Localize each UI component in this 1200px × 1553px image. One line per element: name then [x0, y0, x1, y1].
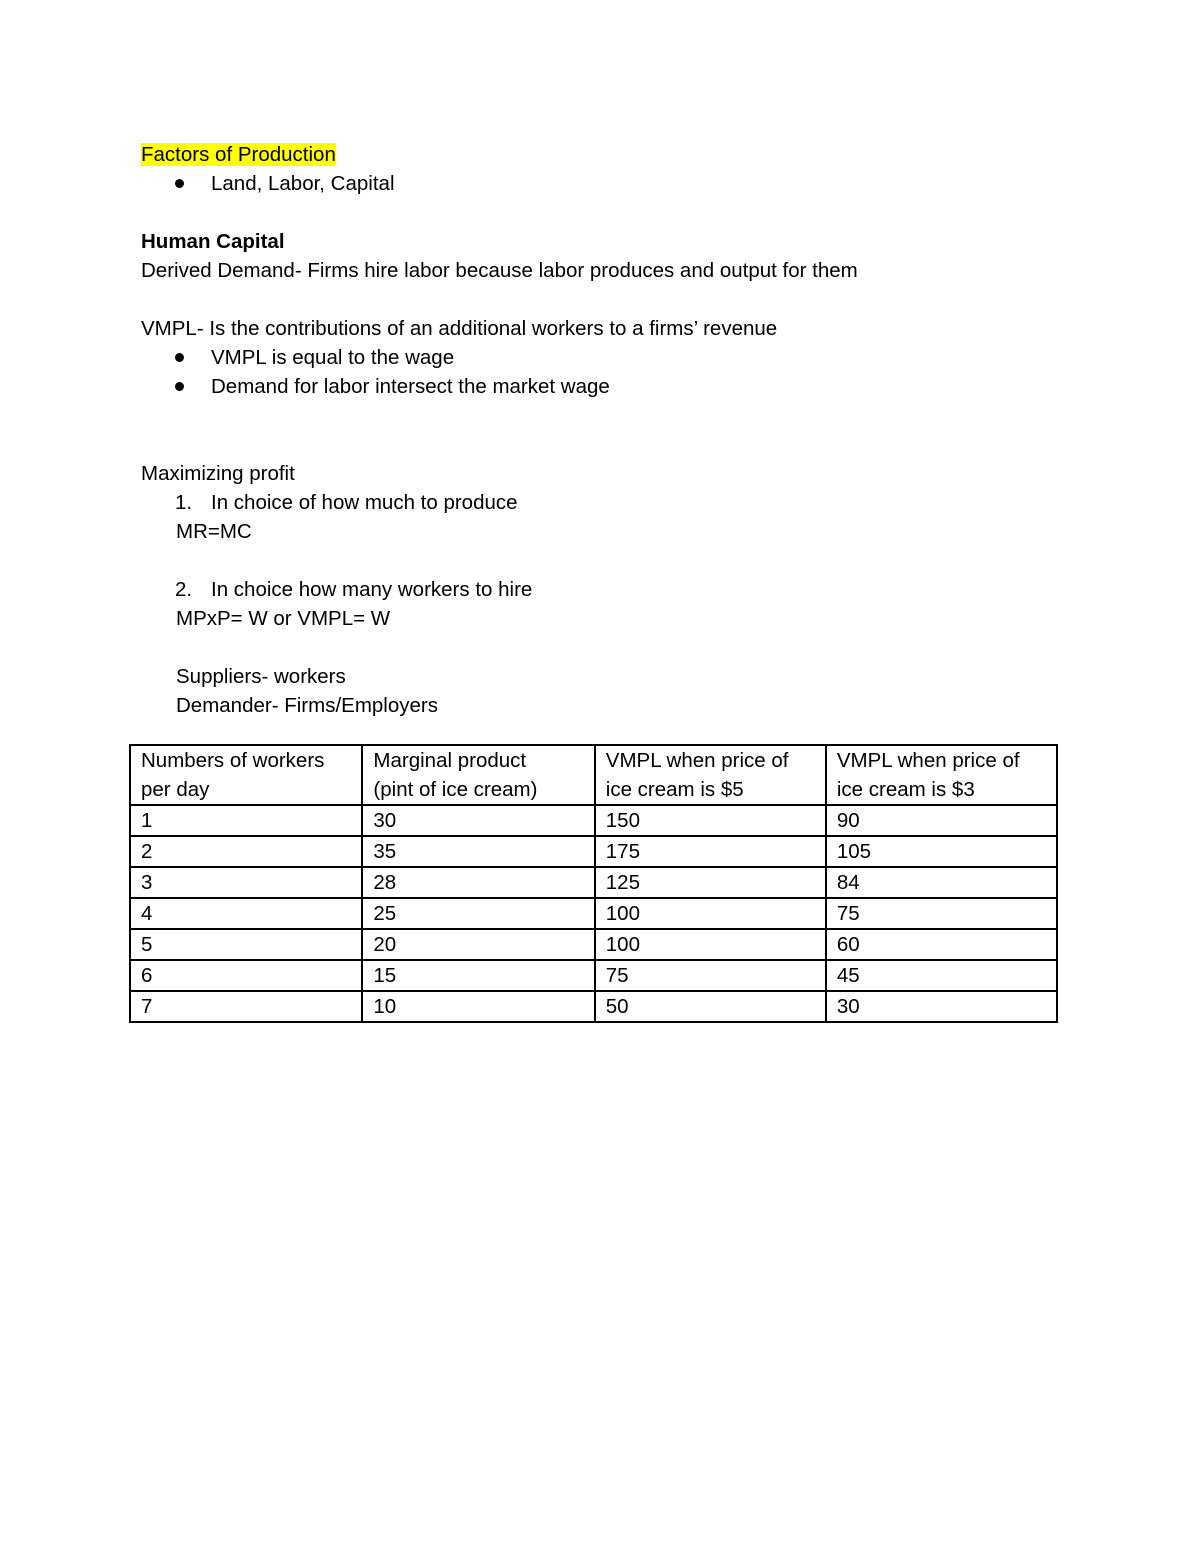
table-header-cell	[595, 745, 826, 805]
table-row	[130, 867, 1057, 898]
table-header-row	[130, 745, 1057, 805]
vmpl-bullet	[141, 372, 1081, 401]
vmpl-bullet	[141, 343, 1081, 372]
table-cell: 35	[362, 836, 594, 867]
table-cell: 3	[130, 867, 362, 898]
table-header-cell	[826, 745, 1057, 805]
table-row	[130, 960, 1057, 991]
table-cell: 1	[130, 805, 362, 836]
vmpl-bullet-text: VMPL is equal to the wage	[211, 346, 455, 369]
table-cell: 100	[595, 929, 826, 960]
table-row	[130, 836, 1057, 867]
table-header-line: per day	[141, 778, 210, 801]
table-cell: 150	[595, 805, 826, 836]
numbered-item-text: In choice how many workers to hire	[211, 578, 533, 601]
table-cell: 50	[595, 991, 826, 1022]
table-cell: 30	[826, 991, 1057, 1022]
table-header-cell	[362, 745, 594, 805]
table-cell: 28	[362, 867, 594, 898]
bullet-icon	[175, 382, 184, 391]
table-cell: 75	[826, 898, 1057, 929]
table-header-line: ice cream is $5	[605, 778, 744, 801]
table-cell: 90	[826, 805, 1057, 836]
numbered-item-detail: MPxP= W or VMPL= W	[176, 607, 391, 630]
table-cell: 75	[595, 960, 826, 991]
factors-heading-line	[141, 140, 1081, 169]
suppliers-text: Suppliers- workers	[176, 665, 346, 688]
table-cell: 84	[826, 867, 1057, 898]
table-cell: 5	[130, 929, 362, 960]
factors-bullet-text: Land, Labor, Capital	[211, 172, 395, 195]
demander-text: Demander- Firms/Employers	[176, 694, 438, 717]
table-cell: 2	[130, 836, 362, 867]
table-cell: 125	[595, 867, 826, 898]
numbered-item	[141, 575, 1081, 604]
factors-of-production-heading: Factors of Production	[141, 143, 336, 166]
vmpl-table-body	[130, 745, 1057, 1022]
table-header-line: VMPL when price of	[605, 749, 789, 772]
numbered-item-detail: MR=MC	[176, 520, 252, 543]
document-body	[141, 140, 1081, 720]
maximizing-profit-heading: Maximizing profit	[141, 462, 295, 485]
table-row	[130, 929, 1057, 960]
table-header-cell	[130, 745, 362, 805]
table-cell: 45	[826, 960, 1057, 991]
table-cell: 175	[595, 836, 826, 867]
table-cell: 60	[826, 929, 1057, 960]
table-cell: 6	[130, 960, 362, 991]
table-header-line: Numbers of workers	[141, 749, 325, 772]
table-cell: 30	[362, 805, 594, 836]
numbered-item	[141, 488, 1081, 517]
table-cell: 15	[362, 960, 594, 991]
factors-bullet	[141, 169, 1081, 198]
table-cell: 25	[362, 898, 594, 929]
table-row	[130, 805, 1057, 836]
human-capital-heading: Human Capital	[141, 230, 285, 253]
table-header-line: (pint of ice cream)	[373, 778, 538, 801]
numbered-item-marker: 1.	[175, 491, 193, 514]
bullet-icon	[175, 179, 184, 188]
table-cell: 7	[130, 991, 362, 1022]
table-cell: 100	[595, 898, 826, 929]
numbered-item-text: In choice of how much to produce	[211, 491, 518, 514]
vmpl-table	[129, 744, 1058, 1023]
table-cell: 20	[362, 929, 594, 960]
table-header-line: VMPL when price of	[836, 749, 1020, 772]
table-header-line: ice cream is $3	[836, 778, 975, 801]
table-cell: 4	[130, 898, 362, 929]
vmpl-definition-text: VMPL- Is the contributions of an additional workers to a firms’ revenue	[141, 317, 778, 340]
vmpl-bullet-text: Demand for labor intersect the market wage	[211, 375, 610, 398]
numbered-item-marker: 2.	[175, 578, 193, 601]
table-row	[130, 991, 1057, 1022]
bullet-icon	[175, 353, 184, 362]
table-cell: 10	[362, 991, 594, 1022]
table-cell: 105	[826, 836, 1057, 867]
table-header-line: Marginal product	[373, 749, 527, 772]
table-row	[130, 898, 1057, 929]
derived-demand-text: Derived Demand- Firms hire labor because labor produces and output for them	[141, 259, 858, 282]
